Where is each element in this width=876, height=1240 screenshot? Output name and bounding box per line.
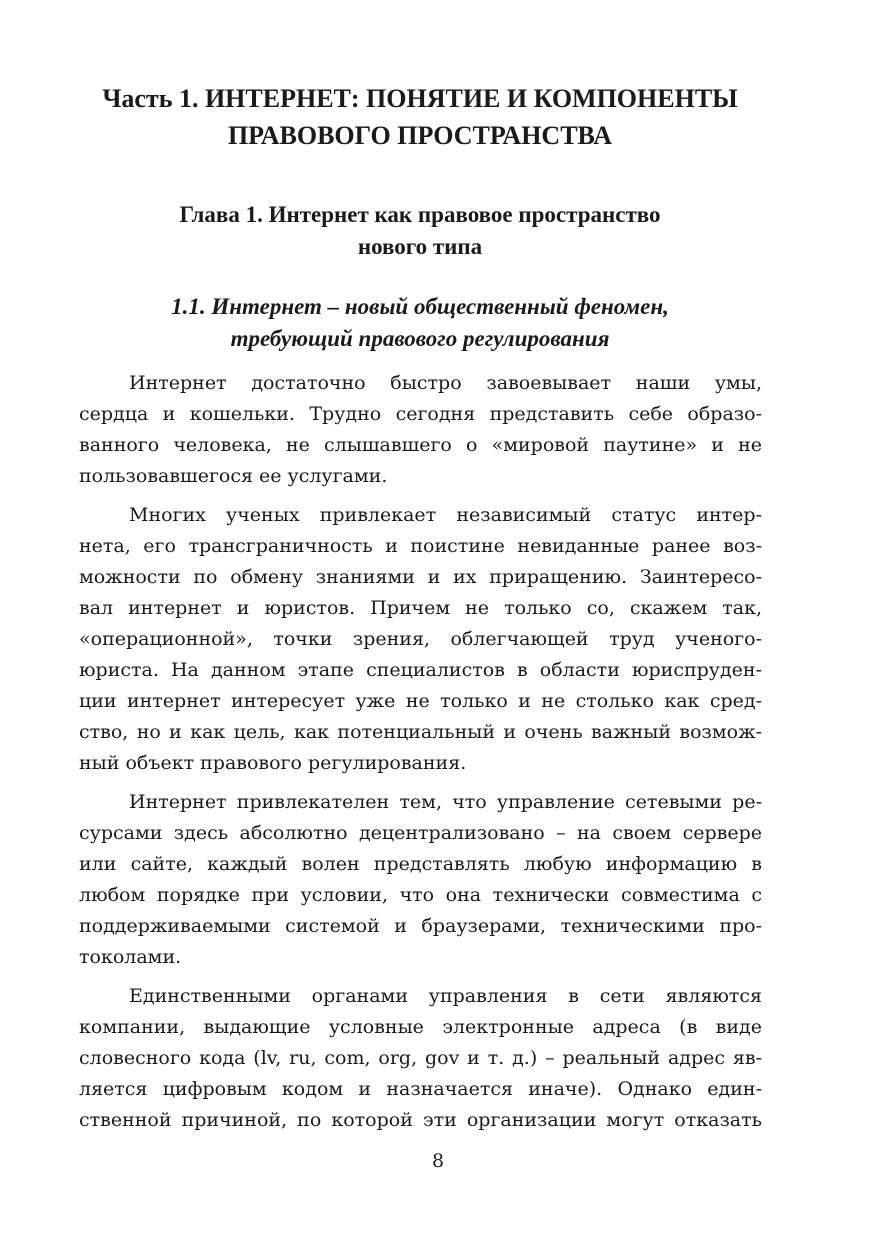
text-line: ляется цифровым кодом и назначается иначе). Однако един- — [79, 1078, 762, 1100]
text-line: Интернет привлекателен тем, что управление сетевыми ре- — [129, 791, 762, 813]
text-line: можности по обмену знаниями и их приращению. Заинтересо- — [79, 566, 762, 588]
text-line: Интернет достаточно быстро завоевывает наши умы, — [129, 372, 762, 394]
text-line: ции интернет интересует уже не только и не столько как сред- — [79, 690, 762, 712]
page-number: 8 — [431, 1150, 445, 1172]
text-line: ванного человека, не слышавшего о «мировой паутине» и не — [79, 434, 762, 456]
text-line: компании, выдающие условные электронные адреса (в виде — [79, 1016, 762, 1038]
text-line: любом порядке при условии, что она технически совместима с — [79, 884, 762, 906]
part-title — [60, 80, 780, 154]
paragraph — [79, 981, 762, 1136]
paragraph — [79, 368, 762, 492]
text-line: вал интернет и юристов. Причем не только со, скажем так, — [79, 597, 762, 619]
part-title-line: Часть 1. ИНТЕРНЕТ: ПОНЯТИЕ И КОМПОНЕНТЫ — [102, 84, 738, 113]
text-line: словесного кода (lv, ru, com, org, gov и т. д.) – реальный адрес яв- — [79, 1047, 762, 1069]
paragraph — [79, 787, 762, 973]
chapter-title — [60, 199, 780, 263]
text-line: ство, но и как цель, как потенциальный и очень важный возмож- — [79, 721, 762, 743]
part-title-line: ПРАВОВОГО ПРОСТРАНСТВА — [227, 121, 613, 150]
text-line: «операционной», точки зрения, облегчающей труд ученого- — [79, 628, 762, 650]
text-line: ственной причиной, по которой эти организации могут отказать — [79, 1109, 762, 1131]
text-line: Многих ученых привлекает независимый статус интер- — [129, 504, 762, 526]
paragraph — [79, 500, 762, 779]
chapter-title-line: Глава 1. Интернет как правовое пространство — [179, 202, 661, 227]
text-line: пользовавшегося ее услугами. — [79, 465, 388, 487]
text-line: или сайте, каждый волен представлять любую информацию в — [79, 853, 762, 875]
section-title-line: 1.1. Интернет – новый общественный феномен, — [171, 294, 669, 319]
body-text — [79, 368, 762, 1144]
text-line: нета, его трансграничность и поистине невиданные ранее воз- — [79, 535, 762, 557]
text-line: сердца и кошельки. Трудно сегодня представить себе образо- — [79, 403, 762, 425]
text-line: Единственными органами управления в сети являются — [129, 985, 762, 1007]
text-line: поддерживаемыми системой и браузерами, техническими про- — [79, 915, 762, 937]
section-title — [60, 291, 780, 355]
text-line: юриста. На данном этапе специалистов в области юриспруден- — [79, 659, 762, 681]
text-line: сурсами здесь абсолютно децентрализовано – на своем сервере — [79, 822, 762, 844]
text-line: токолами. — [79, 946, 182, 968]
text-line: ный объект правового регулирования. — [79, 752, 467, 774]
section-title-line: требующий правового регулирования — [230, 326, 610, 351]
chapter-title-line: нового типа — [357, 234, 483, 259]
